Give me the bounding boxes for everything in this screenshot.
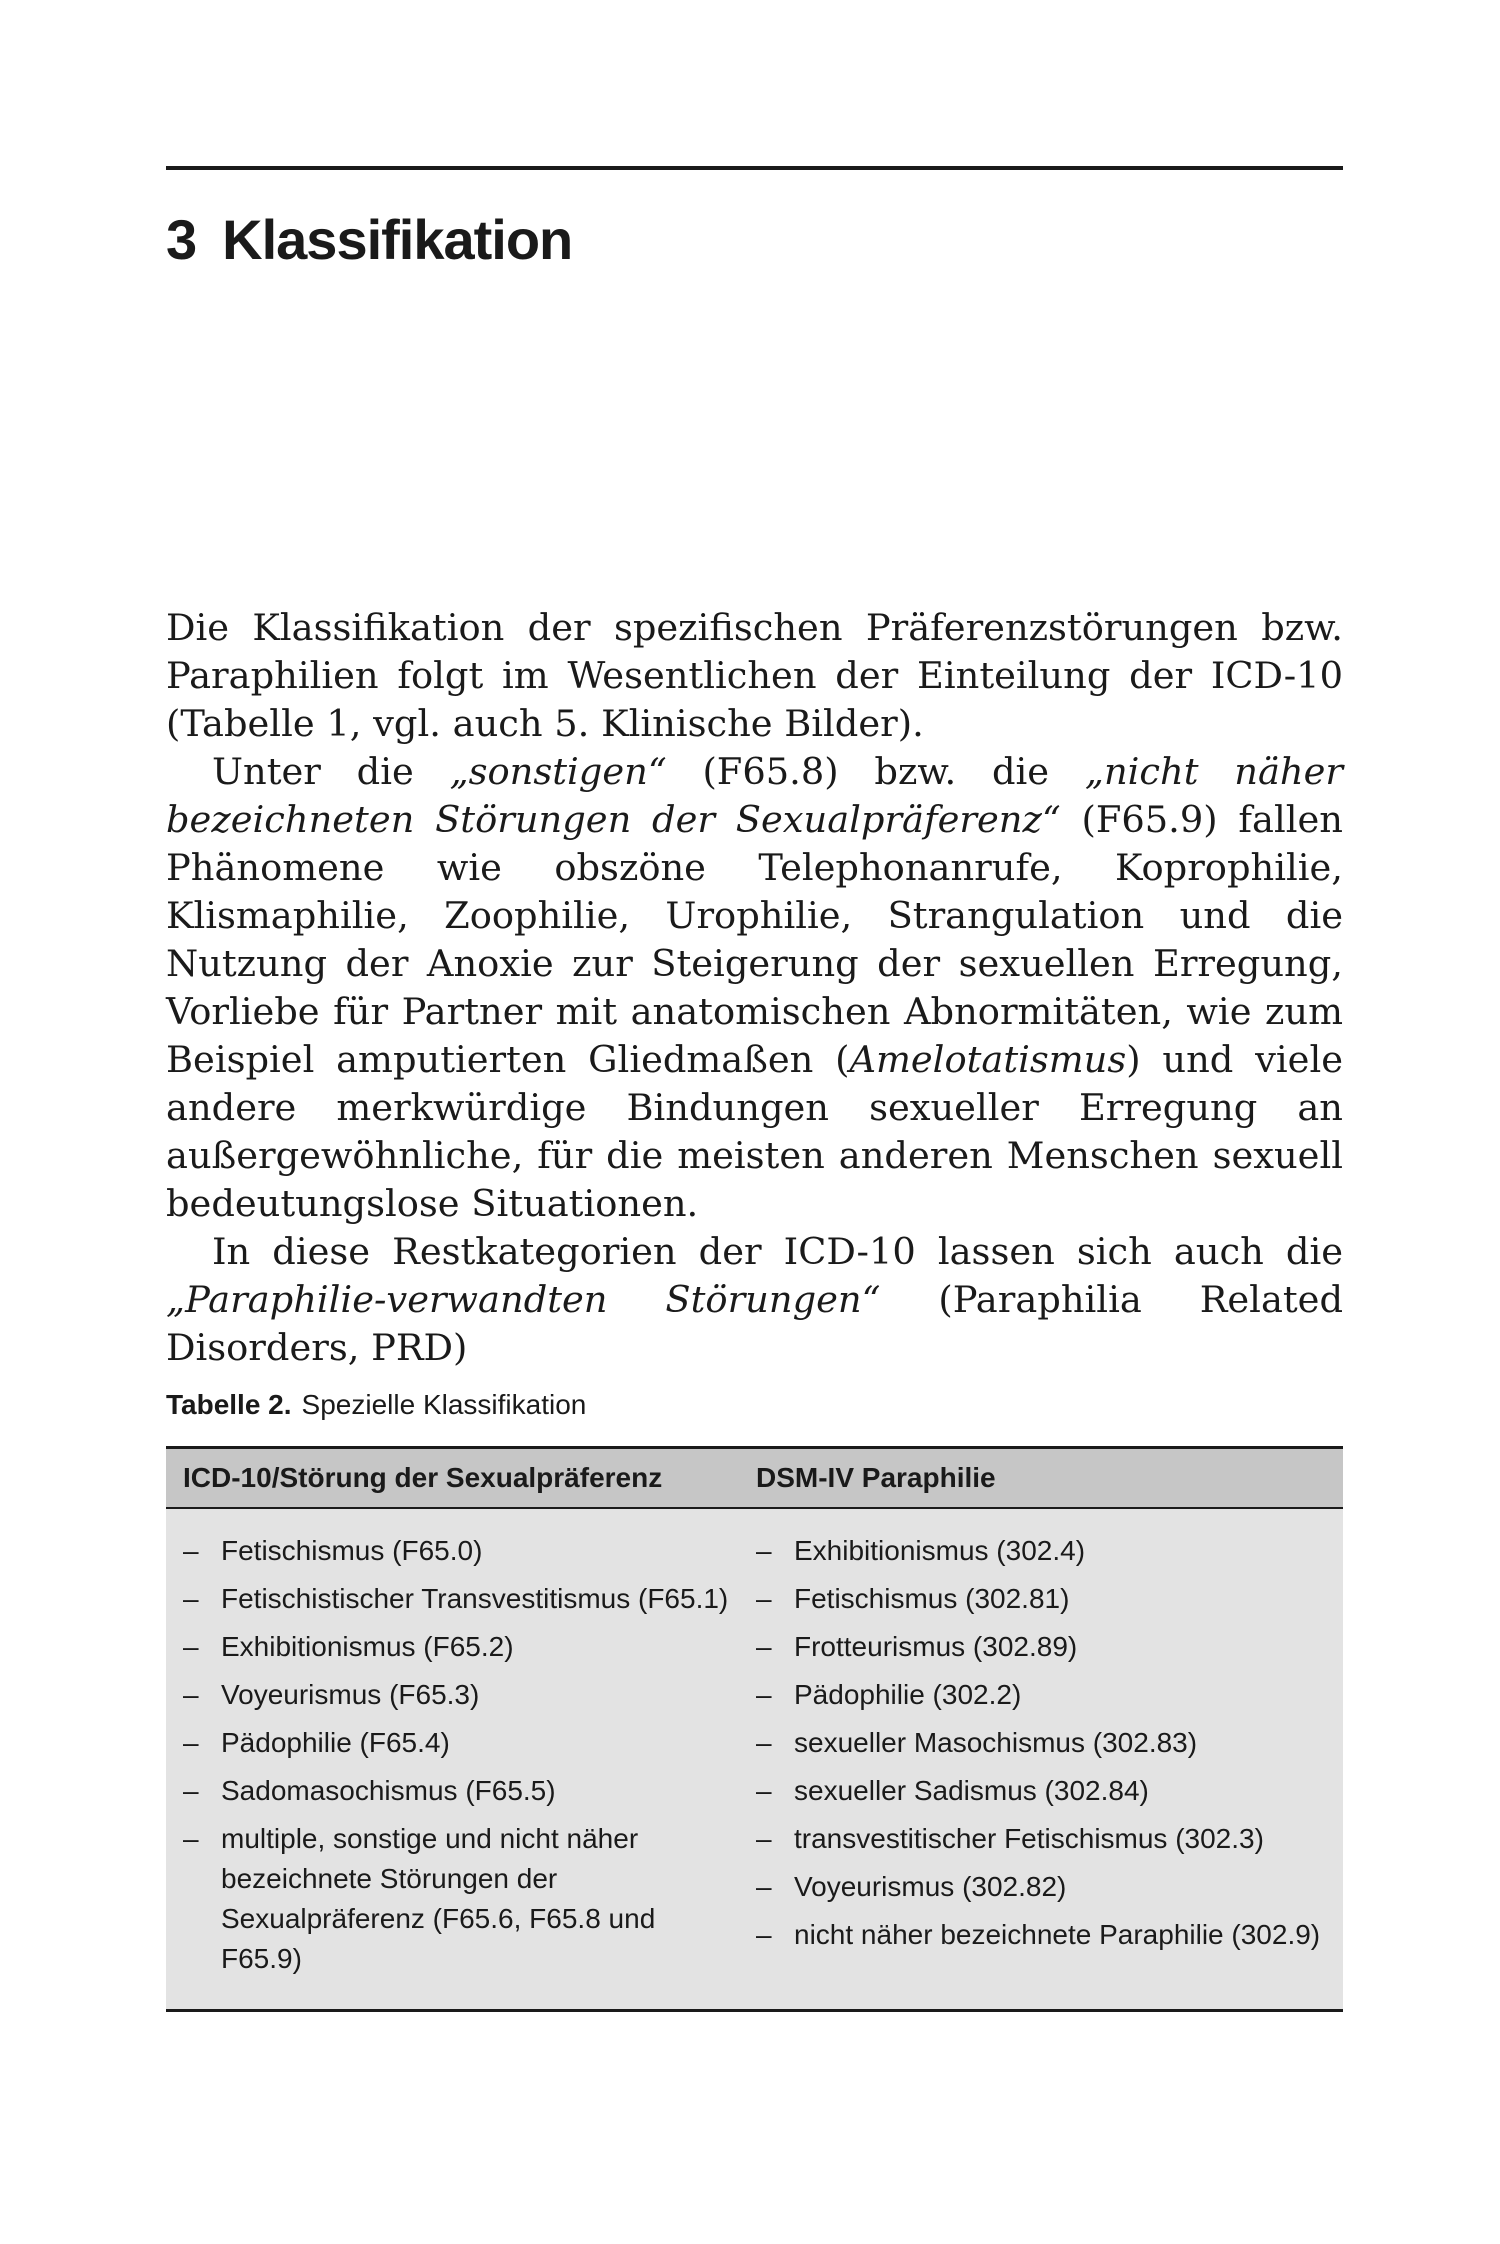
table-caption-label: Tabelle 2.: [166, 1389, 292, 1420]
icd10-column: [166, 1531, 756, 1987]
classification-table: [166, 1446, 1343, 2012]
list-item: – Fetischistischer Transvestitismus (F65.1): [183, 1579, 756, 1619]
list-item: – Sadomasochismus (F65.5): [183, 1771, 756, 1811]
paragraph-3-italic-1: „Paraphilie-verwandten Störungen“: [166, 1278, 881, 1321]
list-item: – Exhibitionismus (302.4): [756, 1531, 1343, 1571]
top-rule: [166, 166, 1343, 170]
paragraph-2-text-1: Unter die: [212, 750, 450, 793]
chapter-title: Klassifikation: [222, 208, 573, 271]
paragraph-2-italic-2: „nicht näher bezeichneten Störungen der Sexualpräferenz“: [166, 750, 1343, 841]
list-item: – Pädophilie (F65.4): [183, 1723, 756, 1763]
list-item: – sexueller Masochismus (302.83): [756, 1723, 1343, 1763]
list-item: – transvestitischer Fetischismus (302.3): [756, 1819, 1343, 1859]
chapter-heading: [166, 200, 572, 280]
paragraph-2: [166, 748, 1343, 1228]
paragraph-2-text-4: ) und viele andere merkwürdige Bindungen sexueller Erregung an außergewöhnliche, für die meisten anderen Menschen sexuell bedeutungslose Situationen.: [166, 1038, 1343, 1225]
paragraph-3: [166, 1228, 1343, 1372]
paragraph-2-text-3: (F65.9) fallen Phänomene wie obszöne Telephonanrufe, Koprophilie, Klismaphilie, Zoophilie, Urophilie, Strangulation und die Nutzung der Anoxie zur Steigerung der sexuellen Erregung, Vorliebe für Partner mit anatomischen Abnormitäten, wie zum Beispiel amputierten Gliedmaßen (: [166, 798, 1344, 1081]
list-item: – Voyeurismus (F65.3): [183, 1675, 756, 1715]
table-caption: [166, 1385, 586, 1425]
table-caption-text: Spezielle Klassifikation: [301, 1389, 587, 1420]
paragraph-2-italic-1: „sonstigen“: [449, 750, 667, 793]
table-header-dsm4: DSM-IV Paraphilie: [756, 1462, 996, 1493]
dsm4-list: [756, 1531, 1343, 1955]
paragraph-3-text-1: In diese Restkategorien der ICD-10 lassen sich auch die: [212, 1230, 1343, 1273]
list-item: – Exhibitionismus (F65.2): [183, 1627, 756, 1667]
list-item: – Frotteurismus (302.89): [756, 1627, 1343, 1667]
body-text: [166, 604, 1343, 1372]
list-item: – sexueller Sadismus (302.84): [756, 1771, 1343, 1811]
table-header-row: [166, 1449, 1343, 1509]
list-item: – Voyeurismus (302.82): [756, 1867, 1343, 1907]
icd10-list: [183, 1531, 756, 1979]
paragraph-1: Die Klassifikation der spezifischen Präferenzstörungen bzw. Paraphilien folgt im Wesentlichen der Einteilung der ICD-10 (Tabelle 1, vgl. auch 5. Klinische Bilder).: [166, 606, 1343, 745]
list-item: – Pädophilie (302.2): [756, 1675, 1343, 1715]
chapter-number: 3: [166, 208, 197, 271]
paragraph-2-italic-3: Amelotatismus: [849, 1038, 1127, 1081]
table-body-row: [166, 1509, 1343, 2009]
list-item: – multiple, sonstige und nicht näher bezeichnete Störungen der Sexualpräferenz (F65.6, F65.8 und F65.9): [183, 1819, 756, 1979]
list-item: – nicht näher bezeichnete Paraphilie (302.9): [756, 1915, 1343, 1955]
list-item: – Fetischismus (F65.0): [183, 1531, 756, 1571]
table-header-icd10: ICD-10/Störung der Sexualpräferenz: [183, 1462, 663, 1493]
paragraph-3-text-2: (Paraphilia Related Disorders, PRD): [166, 1278, 1344, 1369]
dsm4-column: [756, 1531, 1343, 1987]
list-item: – Fetischismus (302.81): [756, 1579, 1343, 1619]
paragraph-2-text-2: (F65.8) bzw. die: [666, 750, 1085, 793]
